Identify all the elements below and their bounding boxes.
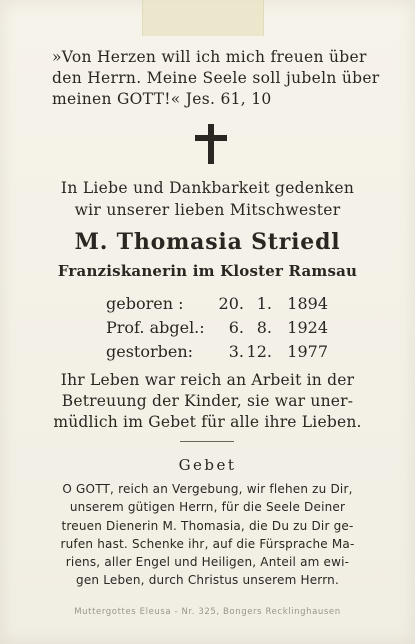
date-row-died: [106, 340, 366, 364]
intro-text: [0, 177, 415, 221]
life-line: Ihr Leben war reich an Arbeit in der: [60, 371, 355, 389]
prayer-line: rufen hast. Schenke ihr, auf die Fürsprache Ma-: [60, 536, 355, 551]
date-label: geboren :: [106, 294, 184, 313]
life-text: [0, 370, 415, 433]
date-year: 1894: [287, 294, 328, 313]
date-row-profession: [106, 316, 366, 340]
prayer-line: treuen Dienerin M. Thomasia, die Du zu Dir ge-: [61, 518, 354, 533]
divider: [180, 441, 234, 442]
verse-line: den Herrn. Meine Seele soll jubeln über: [52, 69, 380, 87]
intro-line: In Liebe und Dankbarkeit gedenken: [60, 179, 355, 197]
deceased-name: M. Thomasia Striedl: [74, 229, 341, 255]
date-day: 3.: [228, 342, 244, 361]
date-year: 1924: [287, 318, 328, 337]
date-month: 8.: [256, 318, 272, 337]
date-month: 1.: [256, 294, 272, 313]
date-year: 1977: [287, 342, 328, 361]
prayer-text: [0, 480, 415, 590]
intro-line: wir unserer lieben Mitschwester: [74, 201, 341, 219]
verse-line: meinen GOTT!« Jes. 61, 10: [52, 90, 272, 108]
date-label: gestorben:: [106, 342, 194, 361]
prayer-line: gen Leben, durch Christus unserem Herrn.: [76, 573, 339, 588]
date-month: 12.: [246, 342, 272, 361]
dates-table: [106, 292, 366, 364]
bible-verse: [52, 47, 380, 110]
prayer-line: riens, aller Engel und Heiligen, Anteil am ewi-: [65, 555, 350, 570]
life-line: müdlich im Gebet für alle ihre Lieben.: [53, 413, 362, 431]
life-line: Betreuung der Kinder, sie war uner-: [61, 392, 354, 410]
prayer-title: Gebet: [178, 456, 237, 474]
publisher-footer: Muttergottes Eleusa - Nr. 325, Bongers Recklinghausen: [74, 607, 341, 617]
verse-line: »Von Herzen will ich mich freuen über: [52, 48, 367, 66]
prayer-line: O GOTT, reich an Vergebung, wir flehen zu Dir,: [62, 482, 353, 496]
prayer-line: unserem gütigen Herrn, für die Seele Deiner: [69, 500, 346, 515]
tape-strip: [142, 0, 264, 36]
date-day: 6.: [228, 318, 244, 337]
order-subtitle: Franziskanerin im Kloster Ramsau: [57, 262, 358, 280]
date-day: 20.: [218, 294, 244, 313]
cross-icon: [195, 124, 227, 164]
date-row-born: [106, 292, 366, 316]
date-label: Prof. abgel.:: [106, 318, 205, 337]
